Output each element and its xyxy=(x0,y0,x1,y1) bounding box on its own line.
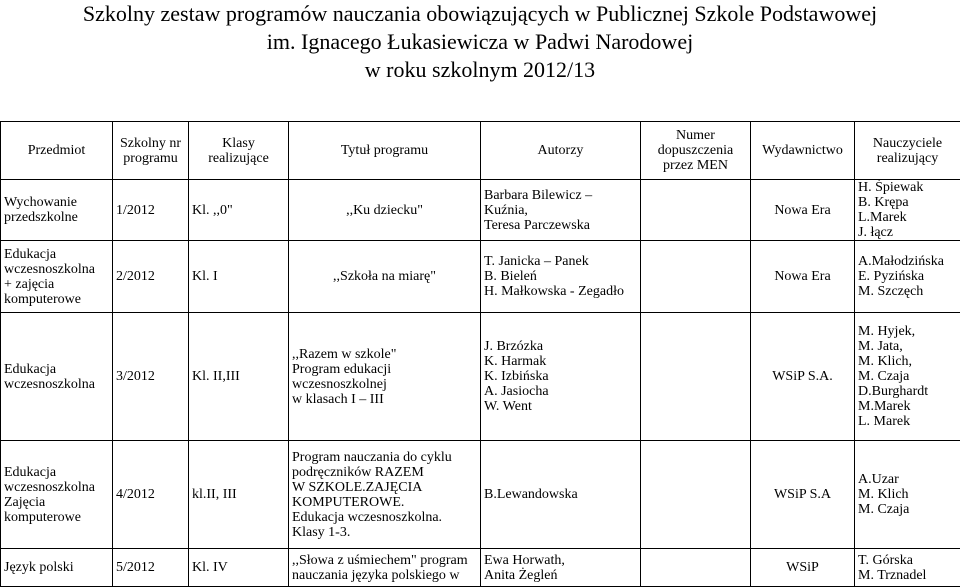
header-subject: Przedmiot xyxy=(1,122,113,180)
program-title-cell: ,,Ku dziecku" xyxy=(289,180,481,241)
subject-cell: Edukacja wczesnoszkolna xyxy=(1,313,113,441)
authors-cell: Barbara Bilewicz – Kuźnia, Teresa Parczewska xyxy=(481,180,641,241)
document-title-line-1: Szkolny zestaw programów nauczania obowiązujących w Publicznej Szkole Podstawowej xyxy=(0,0,960,28)
table-row xyxy=(1,549,960,587)
subject-cell: Edukacja wczesnoszkolna + zajęcia komputerowe xyxy=(1,241,113,313)
men-number-cell xyxy=(641,441,751,549)
men-number-cell xyxy=(641,549,751,587)
program-number-cell: 1/2012 xyxy=(113,180,189,241)
header-teachers: Nauczyciele realizujący xyxy=(855,122,960,180)
authors-cell: T. Janicka – Panek B. Bieleń H. Małkowska - Zegadło xyxy=(481,241,641,313)
header-men-number: Numer dopuszczenia przez MEN xyxy=(641,122,751,180)
program-number-cell: 4/2012 xyxy=(113,441,189,549)
men-number-cell xyxy=(641,241,751,313)
publisher-cell: WSiP xyxy=(751,549,855,587)
teachers-cell: A.Małodzińska E. Pyzińska M. Szczęch xyxy=(855,241,960,313)
authors-cell: Ewa Horwath, Anita Żegleń xyxy=(481,549,641,587)
authors-cell: B.Lewandowska xyxy=(481,441,641,549)
classes-cell: kl.II, III xyxy=(189,441,289,549)
document-title-line-2: im. Ignacego Łukasiewicza w Padwi Narodowej xyxy=(0,28,960,56)
header-publisher: Wydawnictwo xyxy=(751,122,855,180)
document-title-line-3: w roku szkolnym 2012/13 xyxy=(0,56,960,84)
curriculum-table xyxy=(0,121,960,587)
header-program-title: Tytuł programu xyxy=(289,122,481,180)
program-title-cell: Program nauczania do cyklu podręczników RAZEM W SZKOLE.ZAJĘCIA KOMPUTEROWE. Edukacja wczesnoszkolna. Klasy 1-3. xyxy=(289,441,481,549)
subject-cell: Język polski xyxy=(1,549,113,587)
classes-cell: Kl. ,,0" xyxy=(189,180,289,241)
men-number-cell xyxy=(641,180,751,241)
classes-cell: Kl. I xyxy=(189,241,289,313)
table-row xyxy=(1,313,960,441)
classes-cell: Kl. II,III xyxy=(189,313,289,441)
header-row xyxy=(1,122,960,180)
subject-cell: Wychowanie przedszkolne xyxy=(1,180,113,241)
teachers-cell: T. Górska M. Trznadel xyxy=(855,549,960,587)
table-row xyxy=(1,441,960,549)
publisher-cell: Nowa Era xyxy=(751,241,855,313)
teachers-cell: A.Uzar M. Klich M. Czaja xyxy=(855,441,960,549)
program-number-cell: 5/2012 xyxy=(113,549,189,587)
header-authors: Autorzy xyxy=(481,122,641,180)
table-row xyxy=(1,180,960,241)
teachers-cell: H. Śpiewak B. Krępa L.Marek J. łącz xyxy=(855,180,960,241)
men-number-cell xyxy=(641,313,751,441)
authors-cell: J. Brzózka K. Harmak K. Izbińska A. Jasiocha W. Went xyxy=(481,313,641,441)
subject-cell: Edukacja wczesnoszkolna Zajęcia komputerowe xyxy=(1,441,113,549)
program-title-cell: ,,Razem w szkole" Program edukacji wczesnoszkolnej w klasach I – III xyxy=(289,313,481,441)
program-title-cell: ,,Szkoła na miarę" xyxy=(289,241,481,313)
teachers-cell: M. Hyjek, M. Jata, M. Klich, M. Czaja D.Burghardt M.Marek L. Marek xyxy=(855,313,960,441)
program-number-cell: 2/2012 xyxy=(113,241,189,313)
publisher-cell: WSiP S.A. xyxy=(751,313,855,441)
table-row xyxy=(1,241,960,313)
publisher-cell: Nowa Era xyxy=(751,180,855,241)
program-number-cell: 3/2012 xyxy=(113,313,189,441)
header-classes: Klasy realizujące xyxy=(189,122,289,180)
program-title-cell: ,,Słowa z uśmiechem" program nauczania języka polskiego w xyxy=(289,549,481,587)
publisher-cell: WSiP S.A xyxy=(751,441,855,549)
header-program-number: Szkolny nr programu xyxy=(113,122,189,180)
classes-cell: Kl. IV xyxy=(189,549,289,587)
